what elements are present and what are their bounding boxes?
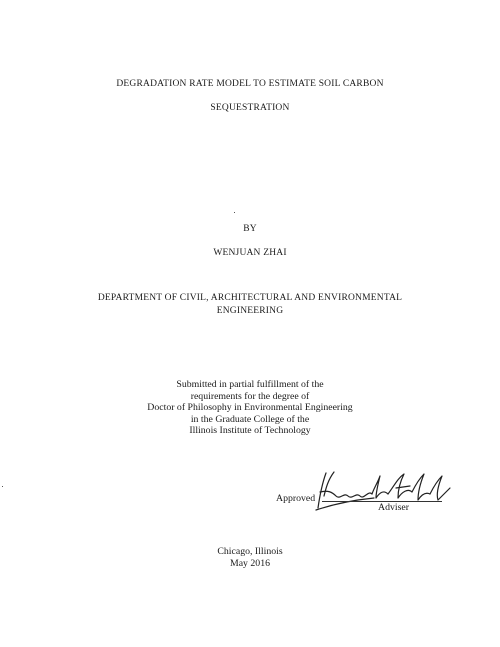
degree-statement-line-3: Doctor of Philosophy in Environmental Engineering <box>147 402 353 414</box>
author-name: WENJUAN ZHAI <box>213 248 287 258</box>
degree-statement-line-4: in the Graduate College of the <box>190 413 310 425</box>
approval-block <box>276 470 476 518</box>
degree-statement-line-5: Illinois Institute of Technology <box>189 425 311 437</box>
department-line-1: DEPARTMENT OF CIVIL, ARCHITECTURAL AND ENVIRONMENTAL <box>97 293 403 303</box>
scan-speck <box>234 212 235 213</box>
department-line-2: ENGINEERING <box>216 306 284 316</box>
degree-statement <box>0 379 500 437</box>
by-label: BY <box>243 224 257 234</box>
thesis-title-line-2: SEQUESTRATION <box>210 103 290 113</box>
thesis-title-line-1: DEGRADATION RATE MODEL TO ESTIMATE SOIL CARBON <box>116 79 384 89</box>
location: Chicago, Illinois <box>217 546 283 557</box>
place-and-date <box>0 546 500 569</box>
degree-statement-line-2: requirements for the degree of <box>190 390 310 402</box>
degree-statement-line-1: Submitted in partial fulfillment of the <box>176 379 324 390</box>
approved-label: Approved <box>276 493 316 504</box>
adviser-label: Adviser <box>378 502 410 513</box>
scan-speck <box>2 486 3 487</box>
submission-date: May 2016 <box>229 557 270 569</box>
